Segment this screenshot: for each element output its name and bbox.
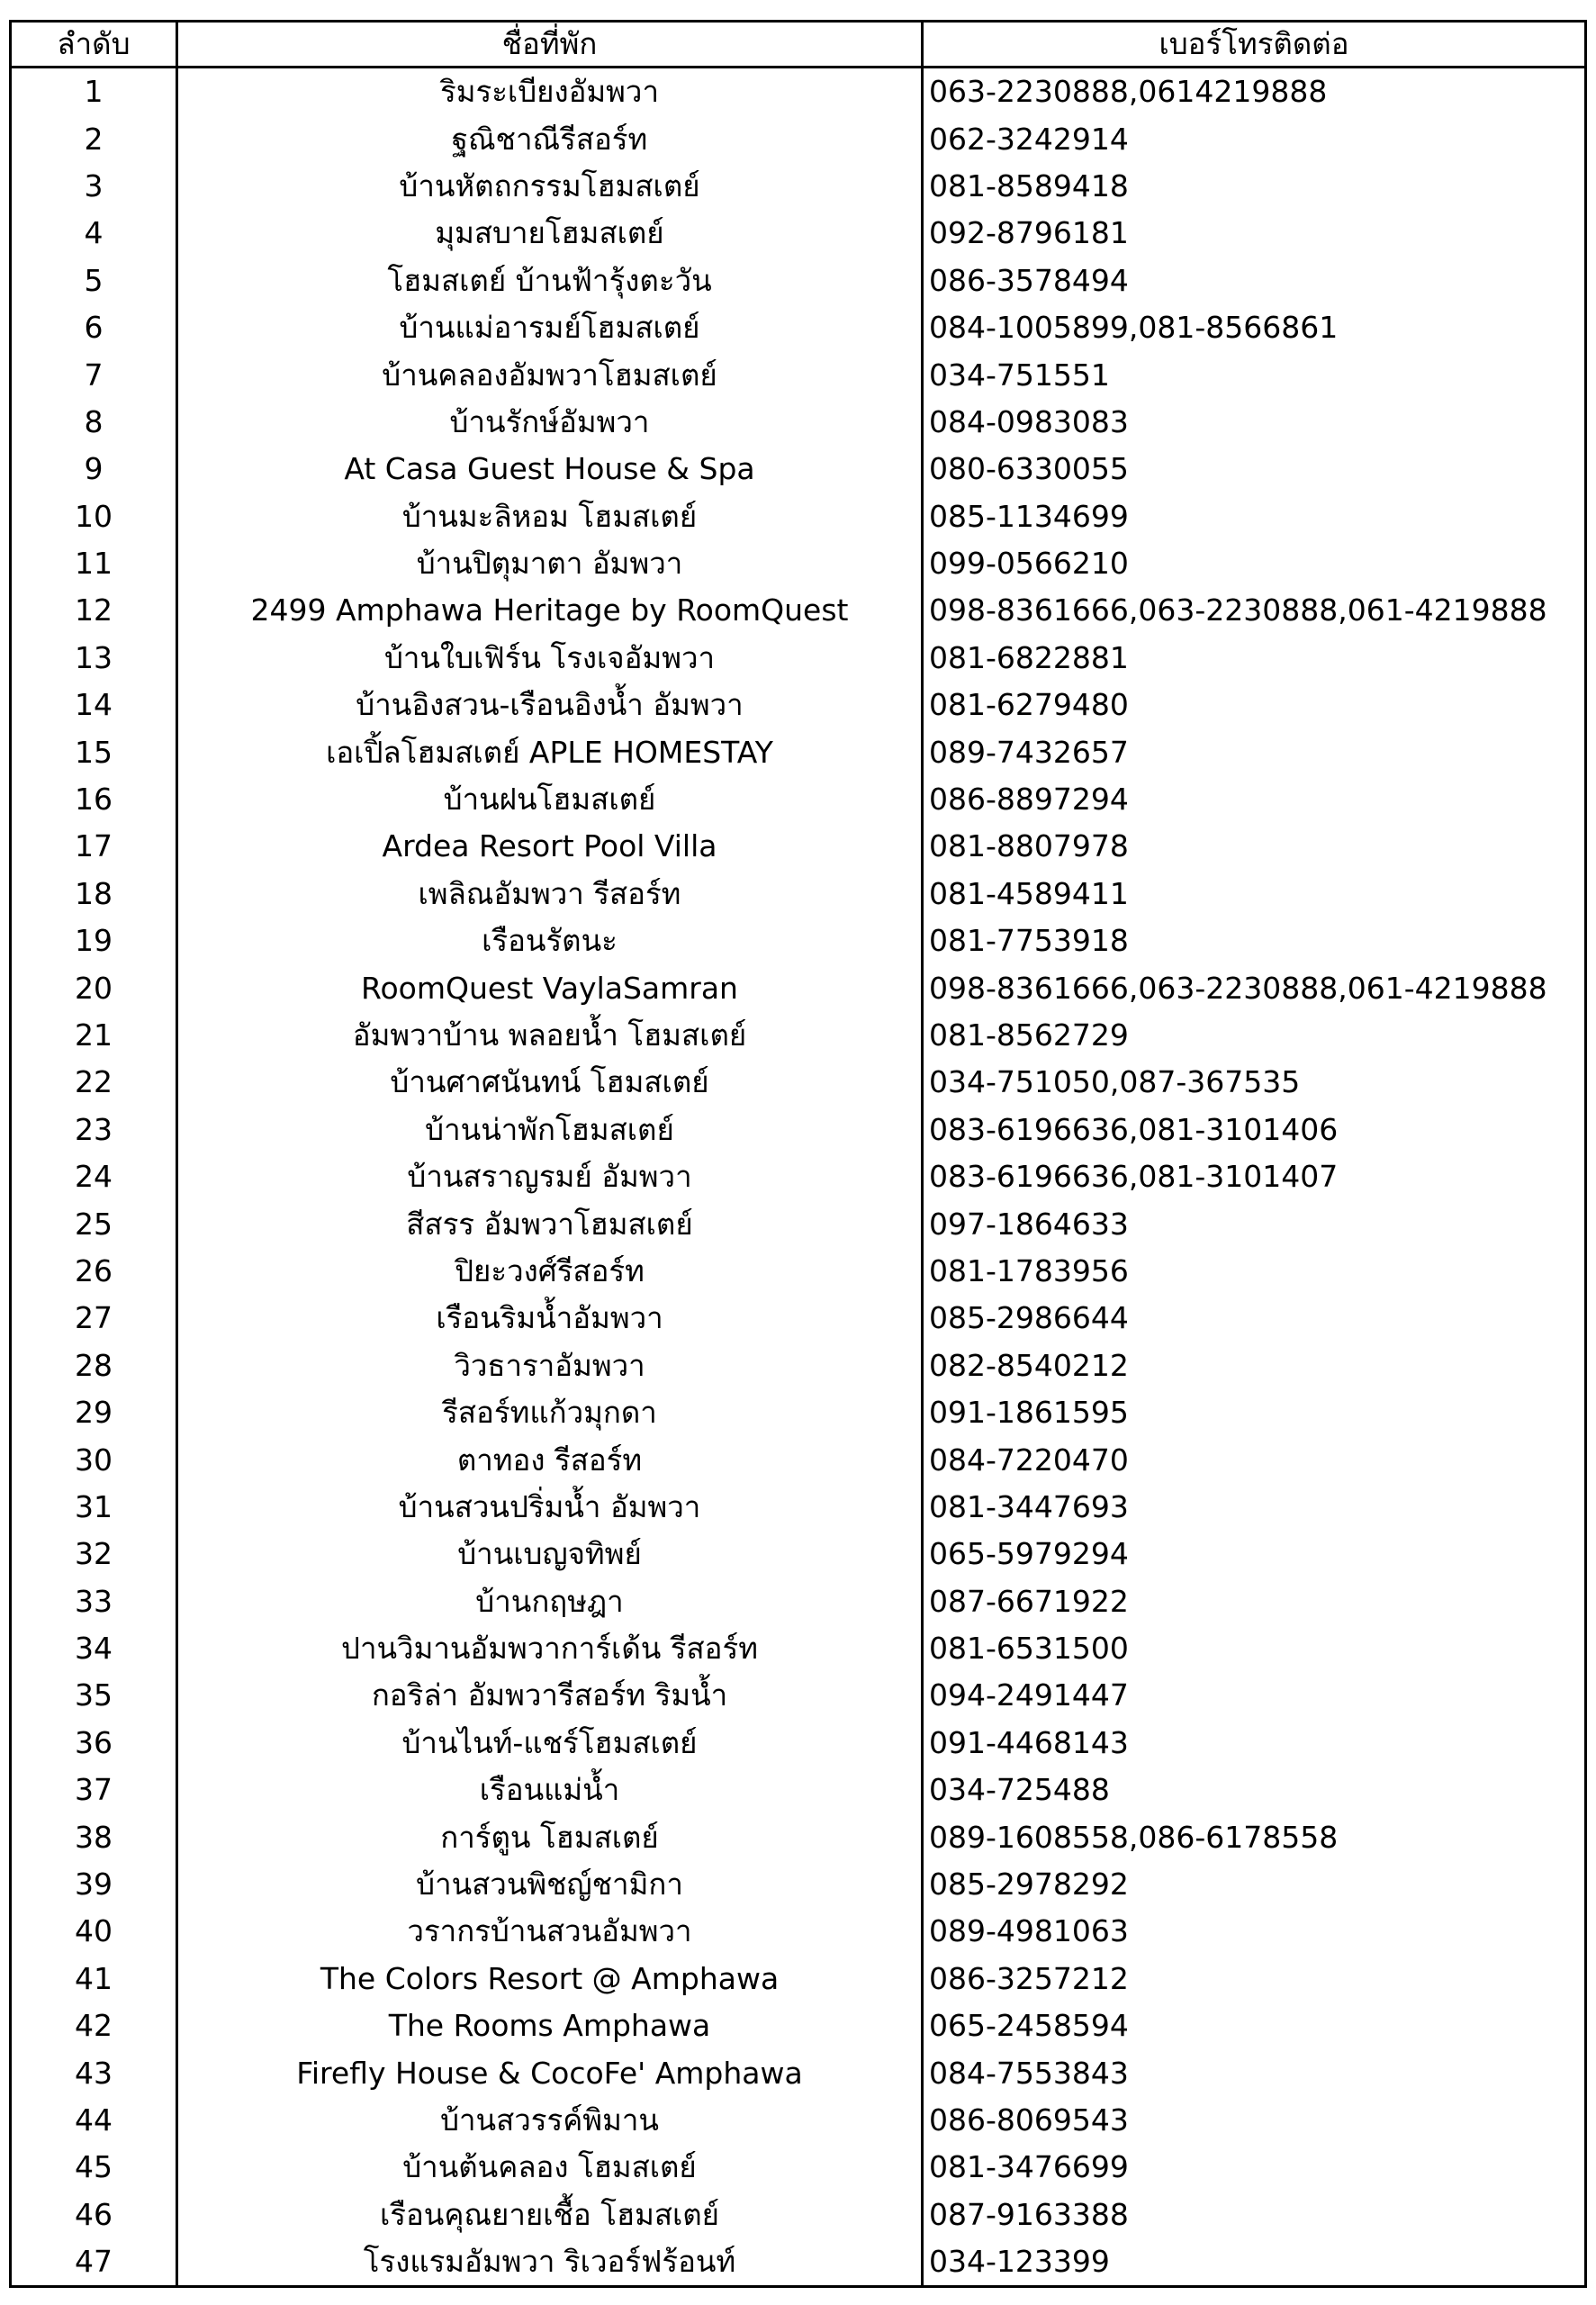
table-row <box>11 258 1586 304</box>
row-number-cell: 26 <box>11 1248 177 1295</box>
header-order-number: ลำดับ <box>11 22 177 68</box>
row-number-cell: 1 <box>11 68 177 116</box>
contact-phone-cell: 091-1861595 <box>923 1389 1586 1436</box>
table-row <box>11 351 1586 398</box>
accommodation-name-cell: มุมสบายโฮมสเตย์ <box>177 210 923 257</box>
contact-phone-cell: 063-2230888,0614219888 <box>923 68 1586 116</box>
accommodation-name-cell: อัมพวาบ้าน พลอยน้ำ โฮมสเตย์ <box>177 1012 923 1059</box>
accommodation-name-cell: บ้านคลองอัมพวาโฮมสเตย์ <box>177 351 923 398</box>
table-row <box>11 1200 1586 1247</box>
row-number-cell: 37 <box>11 1767 177 1813</box>
row-number-cell: 20 <box>11 964 177 1011</box>
header-contact-phone: เบอร์โทรติดต่อ <box>923 22 1586 68</box>
contact-phone-cell: 034-123399 <box>923 2238 1586 2287</box>
accommodation-name-cell: ริมระเบียงอัมพวา <box>177 68 923 116</box>
row-number-cell: 32 <box>11 1531 177 1577</box>
accommodation-name-cell: ปิยะวงศ์รีสอร์ท <box>177 1248 923 1295</box>
contact-phone-cell: 084-1005899,081-8566861 <box>923 304 1586 351</box>
accommodation-name-cell: Firefly House & CocoFe' Amphawa <box>177 2049 923 2096</box>
row-number-cell: 11 <box>11 540 177 587</box>
contact-phone-cell: 098-8361666,063-2230888,061-4219888 <box>923 964 1586 1011</box>
table-row <box>11 1436 1586 1483</box>
table-row <box>11 1861 1586 1908</box>
table-row <box>11 210 1586 257</box>
table-row <box>11 1012 1586 1059</box>
table-row <box>11 1389 1586 1436</box>
contact-phone-cell: 098-8361666,063-2230888,061-4219888 <box>923 587 1586 634</box>
contact-phone-cell: 085-2978292 <box>923 1861 1586 1908</box>
contact-phone-cell: 082-8540212 <box>923 1342 1586 1389</box>
accommodation-name-cell: เรือนคุณยายเชื้อ โฮมสเตย์ <box>177 2192 923 2238</box>
contact-phone-cell: 092-8796181 <box>923 210 1586 257</box>
contact-phone-cell: 081-8562729 <box>923 1012 1586 1059</box>
contact-phone-cell: 084-7553843 <box>923 2049 1586 2096</box>
accommodation-name-cell: บ้านเบญจทิพย์ <box>177 1531 923 1577</box>
row-number-cell: 4 <box>11 210 177 257</box>
accommodation-name-cell: บ้านสวรรค์พิมาน <box>177 2097 923 2144</box>
table-row <box>11 399 1586 446</box>
table-row <box>11 493 1586 540</box>
contact-phone-cell: 065-2458594 <box>923 2002 1586 2049</box>
row-number-cell: 23 <box>11 1107 177 1153</box>
table-row <box>11 2002 1586 2049</box>
accommodation-name-cell: สีสรร อัมพวาโฮมสเตย์ <box>177 1200 923 1247</box>
row-number-cell: 46 <box>11 2192 177 2238</box>
contact-phone-cell: 089-4981063 <box>923 1908 1586 1955</box>
contact-phone-cell: 081-4589411 <box>923 871 1586 917</box>
table-row <box>11 2097 1586 2144</box>
contact-phone-cell: 084-7220470 <box>923 1436 1586 1483</box>
contact-phone-cell: 087-9163388 <box>923 2192 1586 2238</box>
row-number-cell: 13 <box>11 635 177 682</box>
table-row <box>11 1059 1586 1106</box>
row-number-cell: 33 <box>11 1578 177 1625</box>
row-number-cell: 6 <box>11 304 177 351</box>
table-row <box>11 1813 1586 1860</box>
accommodation-name-cell: วิวธาราอัมพวา <box>177 1342 923 1389</box>
table-row <box>11 68 1586 116</box>
row-number-cell: 28 <box>11 1342 177 1389</box>
contact-phone-cell: 087-6671922 <box>923 1578 1586 1625</box>
accommodation-name-cell: ปานวิมานอัมพวาการ์เด้น รีสอร์ท <box>177 1625 923 1672</box>
accommodation-name-cell: RoomQuest VaylaSamran <box>177 964 923 1011</box>
header-accommodation-name: ชื่อที่พัก <box>177 22 923 68</box>
row-number-cell: 3 <box>11 163 177 210</box>
row-number-cell: 40 <box>11 1908 177 1955</box>
accommodation-name-cell: The Rooms Amphawa <box>177 2002 923 2049</box>
header-row <box>11 22 1586 68</box>
accommodation-name-cell: การ์ตูน โฮมสเตย์ <box>177 1813 923 1860</box>
contact-phone-cell: 065-5979294 <box>923 1531 1586 1577</box>
row-number-cell: 25 <box>11 1200 177 1247</box>
table-row <box>11 2144 1586 2191</box>
table-row <box>11 446 1586 493</box>
row-number-cell: 19 <box>11 917 177 964</box>
contact-phone-cell: 034-751050,087-367535 <box>923 1059 1586 1106</box>
contact-phone-cell: 086-3578494 <box>923 258 1586 304</box>
row-number-cell: 14 <box>11 682 177 728</box>
contact-phone-cell: 089-7432657 <box>923 728 1586 775</box>
accommodation-name-cell: โรงแรมอัมพวา ริเวอร์ฟร้อนท์ <box>177 2238 923 2287</box>
contact-phone-cell: 086-8069543 <box>923 2097 1586 2144</box>
accommodation-name-cell: บ้านสราญรมย์ อัมพวา <box>177 1153 923 1200</box>
table-row <box>11 1767 1586 1813</box>
table-row <box>11 1342 1586 1389</box>
table-row <box>11 2049 1586 2096</box>
row-number-cell: 43 <box>11 2049 177 2096</box>
contact-phone-cell: 083-6196636,081-3101407 <box>923 1153 1586 1200</box>
contact-phone-cell: 034-725488 <box>923 1767 1586 1813</box>
contact-phone-cell: 081-6279480 <box>923 682 1586 728</box>
contact-phone-cell: 081-8807978 <box>923 823 1586 870</box>
row-number-cell: 39 <box>11 1861 177 1908</box>
contact-phone-cell: 084-0983083 <box>923 399 1586 446</box>
row-number-cell: 27 <box>11 1295 177 1342</box>
accommodation-name-cell: บ้านฝนโฮมสเตย์ <box>177 776 923 823</box>
table-row <box>11 1107 1586 1153</box>
row-number-cell: 17 <box>11 823 177 870</box>
contact-phone-cell: 097-1864633 <box>923 1200 1586 1247</box>
accommodation-name-cell: บ้านศาศนันทน์ โฮมสเตย์ <box>177 1059 923 1106</box>
table-row <box>11 2192 1586 2238</box>
table-row <box>11 115 1586 162</box>
table-row <box>11 682 1586 728</box>
table-row <box>11 304 1586 351</box>
contact-phone-cell: 091-4468143 <box>923 1720 1586 1767</box>
accommodation-name-cell: บ้านไนท์-แชร์โฮมสเตย์ <box>177 1720 923 1767</box>
contact-phone-cell: 034-751551 <box>923 351 1586 398</box>
row-number-cell: 47 <box>11 2238 177 2287</box>
table-row <box>11 1248 1586 1295</box>
table-row <box>11 2238 1586 2287</box>
table-row <box>11 871 1586 917</box>
accommodation-name-cell: เอเปิ้ลโฮมสเตย์ APLE HOMESTAY <box>177 728 923 775</box>
accommodation-name-cell: ตาทอง รีสอร์ท <box>177 1436 923 1483</box>
row-number-cell: 34 <box>11 1625 177 1672</box>
row-number-cell: 7 <box>11 351 177 398</box>
table-header <box>11 22 1586 68</box>
row-number-cell: 9 <box>11 446 177 493</box>
table-row <box>11 1720 1586 1767</box>
contact-phone-cell: 081-6822881 <box>923 635 1586 682</box>
table-body <box>11 68 1586 2287</box>
accommodation-name-cell: บ้านน่าพักโฮมสเตย์ <box>177 1107 923 1153</box>
row-number-cell: 41 <box>11 1956 177 2002</box>
table-row <box>11 1908 1586 1955</box>
row-number-cell: 21 <box>11 1012 177 1059</box>
accommodation-table <box>9 20 1587 2288</box>
contact-phone-cell: 089-1608558,086-6178558 <box>923 1813 1586 1860</box>
accommodation-name-cell: บ้านอิงสวน-เรือนอิงน้ำ อัมพวา <box>177 682 923 728</box>
table-row <box>11 1153 1586 1200</box>
accommodation-name-cell: บ้านสวนพิชญ์ชามิกา <box>177 1861 923 1908</box>
row-number-cell: 15 <box>11 728 177 775</box>
accommodation-name-cell: เรือนริมน้ำอัมพวา <box>177 1295 923 1342</box>
contact-phone-cell: 094-2491447 <box>923 1672 1586 1719</box>
row-number-cell: 5 <box>11 258 177 304</box>
table-row <box>11 728 1586 775</box>
table-row <box>11 163 1586 210</box>
contact-phone-cell: 081-6531500 <box>923 1625 1586 1672</box>
table-row <box>11 964 1586 1011</box>
table-row <box>11 635 1586 682</box>
table-row <box>11 917 1586 964</box>
contact-phone-cell: 086-3257212 <box>923 1956 1586 2002</box>
table-row <box>11 1672 1586 1719</box>
contact-phone-cell: 062-3242914 <box>923 115 1586 162</box>
accommodation-name-cell: เพลิณอัมพวา รีสอร์ท <box>177 871 923 917</box>
accommodation-name-cell: บ้านมะลิหอม โฮมสเตย์ <box>177 493 923 540</box>
row-number-cell: 10 <box>11 493 177 540</box>
accommodation-name-cell: Ardea Resort Pool Villa <box>177 823 923 870</box>
accommodation-name-cell: บ้านใบเฟิร์น โรงเจอัมพวา <box>177 635 923 682</box>
row-number-cell: 24 <box>11 1153 177 1200</box>
accommodation-name-cell: บ้านต้นคลอง โฮมสเตย์ <box>177 2144 923 2191</box>
contact-phone-cell: 083-6196636,081-3101406 <box>923 1107 1586 1153</box>
contact-phone-cell: 081-8589418 <box>923 163 1586 210</box>
accommodation-name-cell: บ้านรักษ์อัมพวา <box>177 399 923 446</box>
accommodation-name-cell: บ้านปิตุมาตา อัมพวา <box>177 540 923 587</box>
row-number-cell: 42 <box>11 2002 177 2049</box>
row-number-cell: 30 <box>11 1436 177 1483</box>
table-row <box>11 1625 1586 1672</box>
row-number-cell: 16 <box>11 776 177 823</box>
accommodation-name-cell: โฮมสเตย์ บ้านฟ้ารุ้งตะวัน <box>177 258 923 304</box>
row-number-cell: 36 <box>11 1720 177 1767</box>
accommodation-name-cell: บ้านแม่อารมย์โฮมสเตย์ <box>177 304 923 351</box>
accommodation-name-cell: เรือนแม่น้ำ <box>177 1767 923 1813</box>
row-number-cell: 45 <box>11 2144 177 2191</box>
accommodation-name-cell: บ้านกฤษฎา <box>177 1578 923 1625</box>
row-number-cell: 12 <box>11 587 177 634</box>
accommodation-name-cell: At Casa Guest House & Spa <box>177 446 923 493</box>
table-row <box>11 1531 1586 1577</box>
table-row <box>11 823 1586 870</box>
contact-phone-cell: 085-1134699 <box>923 493 1586 540</box>
accommodation-name-cell: บ้านสวนปริ่มน้ำ อัมพวา <box>177 1484 923 1531</box>
contact-phone-cell: 085-2986644 <box>923 1295 1586 1342</box>
accommodation-name-cell: The Colors Resort @ Amphawa <box>177 1956 923 2002</box>
row-number-cell: 8 <box>11 399 177 446</box>
table-row <box>11 1484 1586 1531</box>
table-row <box>11 540 1586 587</box>
table-row <box>11 1295 1586 1342</box>
accommodation-name-cell: เรือนรัตนะ <box>177 917 923 964</box>
row-number-cell: 35 <box>11 1672 177 1719</box>
accommodation-name-cell: 2499 Amphawa Heritage by RoomQuest <box>177 587 923 634</box>
row-number-cell: 44 <box>11 2097 177 2144</box>
contact-phone-cell: 099-0566210 <box>923 540 1586 587</box>
contact-phone-cell: 081-1783956 <box>923 1248 1586 1295</box>
contact-phone-cell: 081-3447693 <box>923 1484 1586 1531</box>
table-row <box>11 1956 1586 2002</box>
row-number-cell: 22 <box>11 1059 177 1106</box>
row-number-cell: 2 <box>11 115 177 162</box>
table-row <box>11 1578 1586 1625</box>
table-row <box>11 587 1586 634</box>
contact-phone-cell: 086-8897294 <box>923 776 1586 823</box>
contact-phone-cell: 081-7753918 <box>923 917 1586 964</box>
row-number-cell: 29 <box>11 1389 177 1436</box>
accommodation-name-cell: วรากรบ้านสวนอัมพวา <box>177 1908 923 1955</box>
row-number-cell: 31 <box>11 1484 177 1531</box>
accommodation-name-cell: ฐณิชาณีรีสอร์ท <box>177 115 923 162</box>
accommodation-name-cell: กอริล่า อัมพวารีสอร์ท ริมน้ำ <box>177 1672 923 1719</box>
row-number-cell: 18 <box>11 871 177 917</box>
contact-phone-cell: 080-6330055 <box>923 446 1586 493</box>
table-row <box>11 776 1586 823</box>
contact-phone-cell: 081-3476699 <box>923 2144 1586 2191</box>
row-number-cell: 38 <box>11 1813 177 1860</box>
accommodation-name-cell: บ้านหัตถกรรมโฮมสเตย์ <box>177 163 923 210</box>
accommodation-name-cell: รีสอร์ทแก้วมุกดา <box>177 1389 923 1436</box>
